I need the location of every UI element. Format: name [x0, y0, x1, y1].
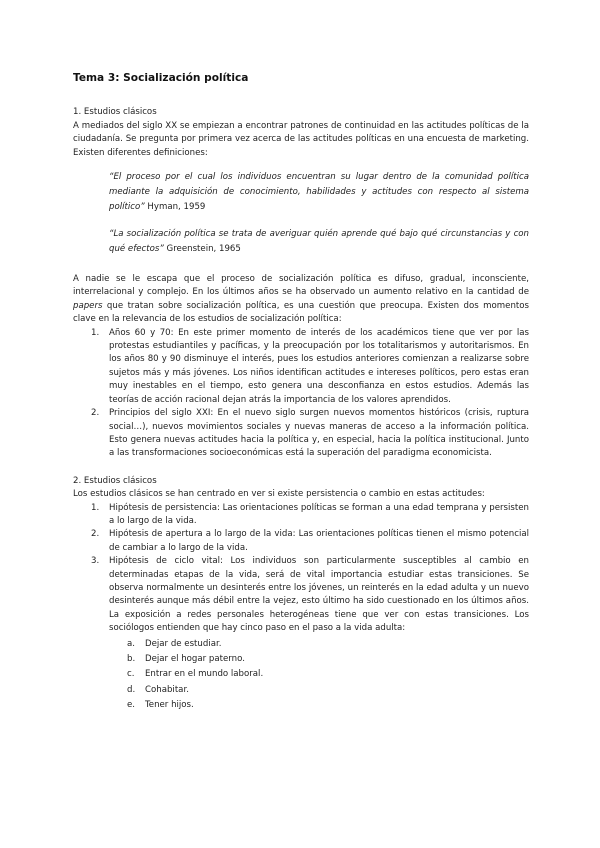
list-marker: 1.: [91, 502, 100, 513]
quote-hyman: [109, 170, 529, 215]
para-emphasis: papers: [73, 300, 103, 311]
list-marker: 3.: [91, 556, 100, 567]
section-1-paragraph: [73, 273, 529, 327]
list-item: [91, 555, 529, 712]
section-1: [73, 106, 529, 460]
list-item-text: Años 60 y 70: En este primer momento de interés de los académicos tiene que ver por las protestas estudiantiles y pacíficas, y la preocupación por los totalitarismos y autoritarismos. En los años 80 y 90 disminuye el interés, pues los estudios anteriores comienzan a realizarse sobre sujetos más y más jóvenes. Los niños identifican actitudes e intereses políticos, pero estas eran muy inestables en el tiempo, esto genera una desconfianza en estos estudios. Además las teorías de acción racional dejan atrás la importancia de los valores aprendidos.: [109, 327, 529, 405]
list-item-text: Hipótesis de ciclo vital: Los individuos son particularmente susceptibles al cambio en determinadas etapas de la vida, será de vital importancia estudiar estas transiciones. Se observa normalmente un desinterés entre los jóvenes, un reinterés en la edad adulta y un nuevo desinterés aunque más débil entre la vejez, esto último ha sido cuestionado en los últimos años. La exposición a redes personales heterogéneas tiene que ver con estas transiciones. Los sociólogos entienden que hay cinco paso en el paso a la vida adulta:: [109, 556, 529, 634]
sub-list-marker: c.: [127, 669, 135, 680]
list-item: [91, 502, 529, 529]
sub-list-item: [127, 638, 529, 651]
list-item-text: Principios del siglo XXI: En el nuevo siglo surgen nuevos momentos históricos (crisis, ruptura social…), nuevos movimientos sociales y nuevas maneras de acceso a la información política. Esto genera nuevas actitudes hacia la política y, en especial, hacia la política institucional. Junto a las transformaciones socioeconómicas está la superación del paradigma economicista.: [109, 408, 529, 459]
section-2-heading: 2. Estudios clásicos: [73, 475, 157, 486]
list-marker: 2.: [91, 529, 100, 540]
sub-list-item-text: Tener hijos.: [145, 700, 194, 711]
sub-list-item: [127, 653, 529, 666]
quote-greenstein-text: “La socialización política se trata de averiguar quién aprende qué bajo qué circunstancias y con qué efectos”: [109, 229, 529, 255]
sub-list-item-text: Dejar el hogar paterno.: [145, 654, 245, 664]
sub-list-marker: a.: [127, 638, 135, 649]
quote-hyman-text: “El proceso por el cual los individuos encuentran su lugar dentro de la comunidad política mediante la adquisición de conocimiento, habilidades y actitudes con respecto al sistema político”: [109, 172, 529, 213]
sub-list-item: [127, 668, 529, 681]
list-item: [91, 407, 529, 461]
quote-greenstein: [109, 227, 529, 257]
list-item: [91, 327, 529, 407]
list-marker: 2.: [91, 408, 100, 419]
sub-list-item-text: Cohabitar.: [145, 684, 189, 695]
section-1-intro: A mediados del siglo XX se empiezan a encontrar patrones de continuidad en las actitudes políticas de la ciudadanía. Se pregunta por primera vez acerca de las actitudes políticas en una encuesta de marketing. Existen diferentes definiciones:: [73, 120, 529, 158]
list-item-text: Hipótesis de apertura a lo largo de la vida: Las orientaciones políticas tienen el mismo potencial de cambiar a lo largo de la vida.: [109, 529, 529, 553]
page-title: Tema 3: Socialización política: [73, 72, 249, 84]
section-2-intro: Los estudios clásicos se han centrado en ver si existe persistencia o cambio en estas actitudes:: [73, 489, 485, 500]
sub-list-item: [127, 699, 529, 712]
sub-list-marker: d.: [127, 684, 136, 695]
para-text-1: A nadie se le escapa que el proceso de socialización política es difuso, gradual, inconsciente, interrelacional y complejo. En los últimos años se ha observado un aumento relativo en la cantidad de: [73, 274, 529, 298]
sub-list-item-text: Entrar en el mundo laboral.: [145, 669, 264, 680]
sub-list-item-text: Dejar de estudiar.: [145, 638, 222, 649]
document-page: [73, 72, 529, 713]
sub-list-marker: e.: [127, 700, 136, 711]
sub-list-item: [127, 684, 529, 697]
para-text-2: que tratan sobre socialización política, es una cuestión que preocupa. Existen dos momentos clave en la relevancia de los estudios de socialización política:: [73, 300, 529, 325]
list-item-text: Hipótesis de persistencia: Las orientaciones políticas se forman a una edad temprana y persisten a lo largo de la vida.: [109, 502, 529, 526]
quote-hyman-author: Hyman, 1959: [144, 202, 206, 213]
section-1-list: [73, 327, 529, 461]
quote-greenstein-author: Greenstein, 1965: [163, 244, 241, 255]
list-item: [91, 528, 529, 555]
section-1-heading: 1. Estudios clásicos: [73, 107, 157, 118]
sub-list-marker: b.: [127, 654, 136, 664]
section-2-list: [73, 502, 529, 713]
sub-list: [109, 638, 529, 713]
list-marker: 1.: [91, 327, 100, 338]
section-2: [73, 475, 529, 713]
